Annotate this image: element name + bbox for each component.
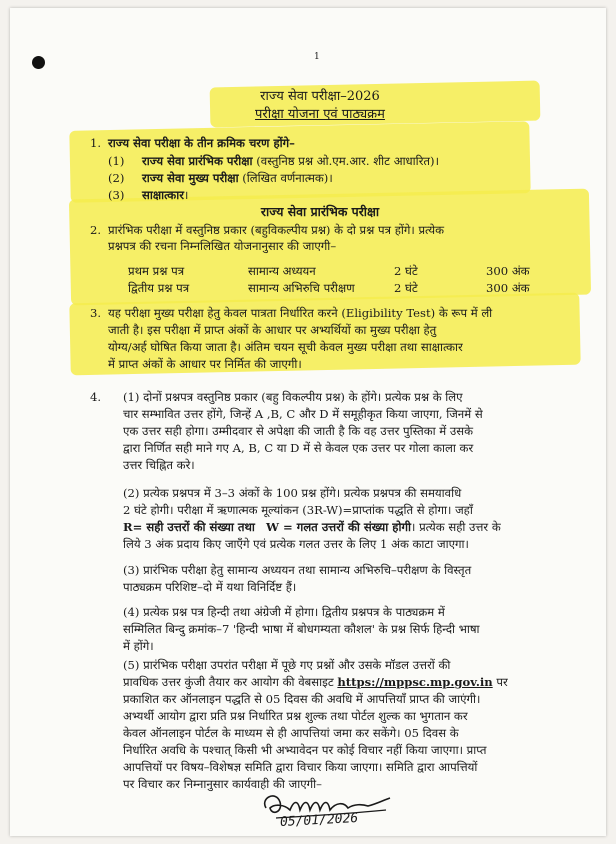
s4-p2-tail: । प्रत्येक सही उत्तर के (411, 520, 501, 534)
s4-p1-line-3: एक उत्तर सही होगा। उम्मीदवार से अपेक्षा की जाती है कि वह उत्तर पुस्तिका में उसके (123, 424, 474, 438)
paper-1-duration: 2 घंटे (394, 264, 418, 278)
paper-2-marks: 300 अंक (486, 281, 530, 295)
s4-p4-line-2: सम्मिलित बिन्दु क्रमांक–7 'हिन्दी भाषा में बोधगम्यता कौशल' के प्रश्न सिर्फ हिन्दी भाषा (123, 622, 480, 636)
section4-number: 4. (90, 390, 102, 404)
section2-number: 2. (90, 223, 102, 237)
section2-line1: प्रारंभिक परीक्षा में वस्तुनिष्ठ प्रकार (बहुविकल्पीय प्रश्न) के दो प्रश्न पत्र होंगे। प्रत्येक (108, 223, 445, 237)
prelim-heading: राज्य सेवा प्रारंभिक परीक्षा (260, 204, 380, 219)
section3-line-1: यह परीक्षा मुख्य परीक्षा हेतु केवल पात्रता निर्धारित करने (Eligibility Test) के रूप में ली (108, 306, 493, 320)
s4-p5-line-4: अभ्यर्थी आयोग द्वारा प्रति प्रश्न निर्धारित प्रश्न शुल्क तथा पोर्टल शुल्क का भुगतान कर (123, 709, 468, 723)
s4-p3-line-1: (3) प्रारंभिक परीक्षा हेतु सामान्य अध्ययन तथा सामान्य अभिरुचि–परीक्षण के विस्तृत (123, 563, 472, 577)
s4-p5-line-2b: पर (496, 675, 508, 689)
section1-item-2-bold: राज्य सेवा मुख्य परीक्षा (142, 171, 239, 185)
section1-number: 1. (90, 136, 102, 150)
section3-number: 3. (90, 306, 102, 320)
s4-p1-line-5: उत्तर चिह्नित करे। (123, 458, 195, 472)
s4-p5-line-5: केवल ऑनलाइन पोर्टल के माध्यम से ही आपत्तियां जमा कर सकेंगे। 05 दिवस के (123, 726, 459, 740)
s4-p5-line-2 (123, 675, 508, 689)
s4-p5-line-3: प्रकाशित कर ऑनलाइन पद्धति से 05 दिवस की अवधि में आपत्तियाँ प्राप्त की जाएंगी। (123, 692, 481, 706)
doc-title: राज्य सेवा परीक्षा–2026 (260, 89, 380, 104)
section1-heading: राज्य सेवा परीक्षा के तीन क्रमिक चरण होंगे– (108, 136, 295, 150)
section1-item-1-num: (1) (108, 154, 125, 168)
s4-p1-line-4: द्वारा निर्णित सही माने गए A, B, C या D में से केवल एक उत्तर पर गोला काला कर (123, 441, 474, 455)
s4-p2-W: W = गलत उत्तरों की संख्या होगी (265, 520, 411, 534)
section1-item-2 (142, 171, 333, 185)
s4-p2-line-3 (123, 520, 501, 534)
s4-p2-line-4: लिये 3 अंक प्रदाय किए जाएँगे एवं प्रत्येक गलत उत्तर के लिए 1 अंक काटा जाएगा। (123, 537, 469, 551)
s4-p5-line-1: (5) प्रारंभिक परीक्षा उपरांत परीक्षा में पूछे गए प्रश्नों और उसके मॉडल उत्तरों की (123, 658, 451, 672)
punch-hole (32, 56, 45, 69)
section3-line-2: जाती है। इस परीक्षा में प्राप्त अंकों के आधार पर अभ्यर्थियों का मुख्य परीक्षा हेतु (108, 323, 437, 337)
paper-1-marks: 300 अंक (486, 264, 530, 278)
s4-p2-line-2: 2 घंटे होगी। परीक्षा में ऋणात्मक मूल्यांकन (3R-W)=प्राप्तांक पद्धति से होगा। जहाँ (123, 503, 473, 517)
section1-item-1-rest: (वस्तुनिष्ठ प्रश्न ओ.एम.आर. शीट आधारित)। (256, 154, 439, 168)
section1-item-3-bold: साक्षात्कार (142, 188, 184, 202)
paper-2-duration: 2 घंटे (394, 281, 418, 295)
s4-p5-line-6: निर्धारित अवधि के पश्चात् किसी भी अभ्यावेदन पर कोई विचार नहीं किया जाएगा। प्राप्त (123, 743, 487, 757)
s4-p1-line-2: चार सम्भावित उत्तर होंगे, जिन्हें A ,B, C और D में समूहीकृत किया जाएगा, जिनमें से (123, 407, 483, 421)
paper-2-name: द्वितीय प्रश्न पत्र (128, 281, 190, 295)
section1-item-2-rest: (लिखित वर्णनात्मक)। (242, 171, 333, 185)
s4-p4-line-1: (4) प्रत्येक प्रश्न पत्र हिन्दी तथा अंग्रेजी में होगा। द्वितीय प्रश्नपत्र के पाठ्यक्रम में (123, 605, 445, 619)
section1-item-3-num: (3) (108, 188, 125, 202)
section1-item-1 (142, 154, 439, 168)
section1-item-3-rest: । (183, 188, 189, 202)
s4-p5-line-8: पर विचार कर निम्नानुसार कार्यवाही की जाएगी– (123, 777, 322, 791)
s4-p4-line-3: में होंगे। (123, 639, 154, 653)
s4-p2-line-1: (2) प्रत्येक प्रश्नपत्र में 3–3 अंकों के 100 प्रश्न होंगे। प्रत्येक प्रश्नपत्र की समयावधि (123, 486, 462, 500)
s4-p3-line-2: पाठ्यक्रम परिशिष्ट–दो में यथा विनिर्दिष्ट हैं। (123, 580, 297, 594)
section1-item-1-bold: राज्य सेवा प्रारंभिक परीक्षा (142, 154, 253, 168)
s4-p1-line-1: (1) दोनों प्रश्नपत्र वस्तुनिष्ठ प्रकार (बहु विकल्पीय प्रश्न) के होंगे। प्रत्येक प्रश्न के लिए (123, 390, 463, 404)
page-number: 1 (314, 52, 320, 62)
section1-item-2-num: (2) (108, 171, 125, 185)
paper-1-name: प्रथम प्रश्न पत्र (128, 264, 185, 278)
s4-p2-R: R= सही उत्तरों की संख्या तथा (123, 520, 255, 534)
section3-line-4: में प्राप्त अंकों के आधार पर निर्मित की जाएगी। (108, 357, 302, 371)
section2-line2: प्रश्नपत्र की रचना निम्नलिखित योजनानुसार की जाएगी– (108, 239, 337, 253)
s4-p5-line-7: आपत्तियों पर विषय–विशेषज्ञ समिति द्वारा विचार किया जाएगा। समिति द्वारा आपत्तियों (123, 760, 478, 774)
document-page (10, 8, 606, 836)
doc-subtitle: परीक्षा योजना एवं पाठ्यक्रम (255, 107, 385, 122)
commission-website-link[interactable]: https://mppsc.mp.gov.in (337, 675, 493, 689)
section3-line-3: योग्य/अर्ह घोषित किया जाता है। अंतिम चयन सूची केवल मुख्य परीक्षा तथा साक्षात्कार (108, 340, 463, 354)
paper-1-subject: सामान्य अध्ययन (248, 264, 316, 278)
section1-item-3 (142, 188, 188, 202)
signature-date: 05/01/2026 (279, 810, 359, 831)
paper-2-subject: सामान्य अभिरुचि परीक्षण (248, 281, 355, 295)
s4-p5-line-2a: प्रावधिक उत्तर कुंजी तैयार कर आयोग की वेबसाइट (123, 675, 334, 689)
